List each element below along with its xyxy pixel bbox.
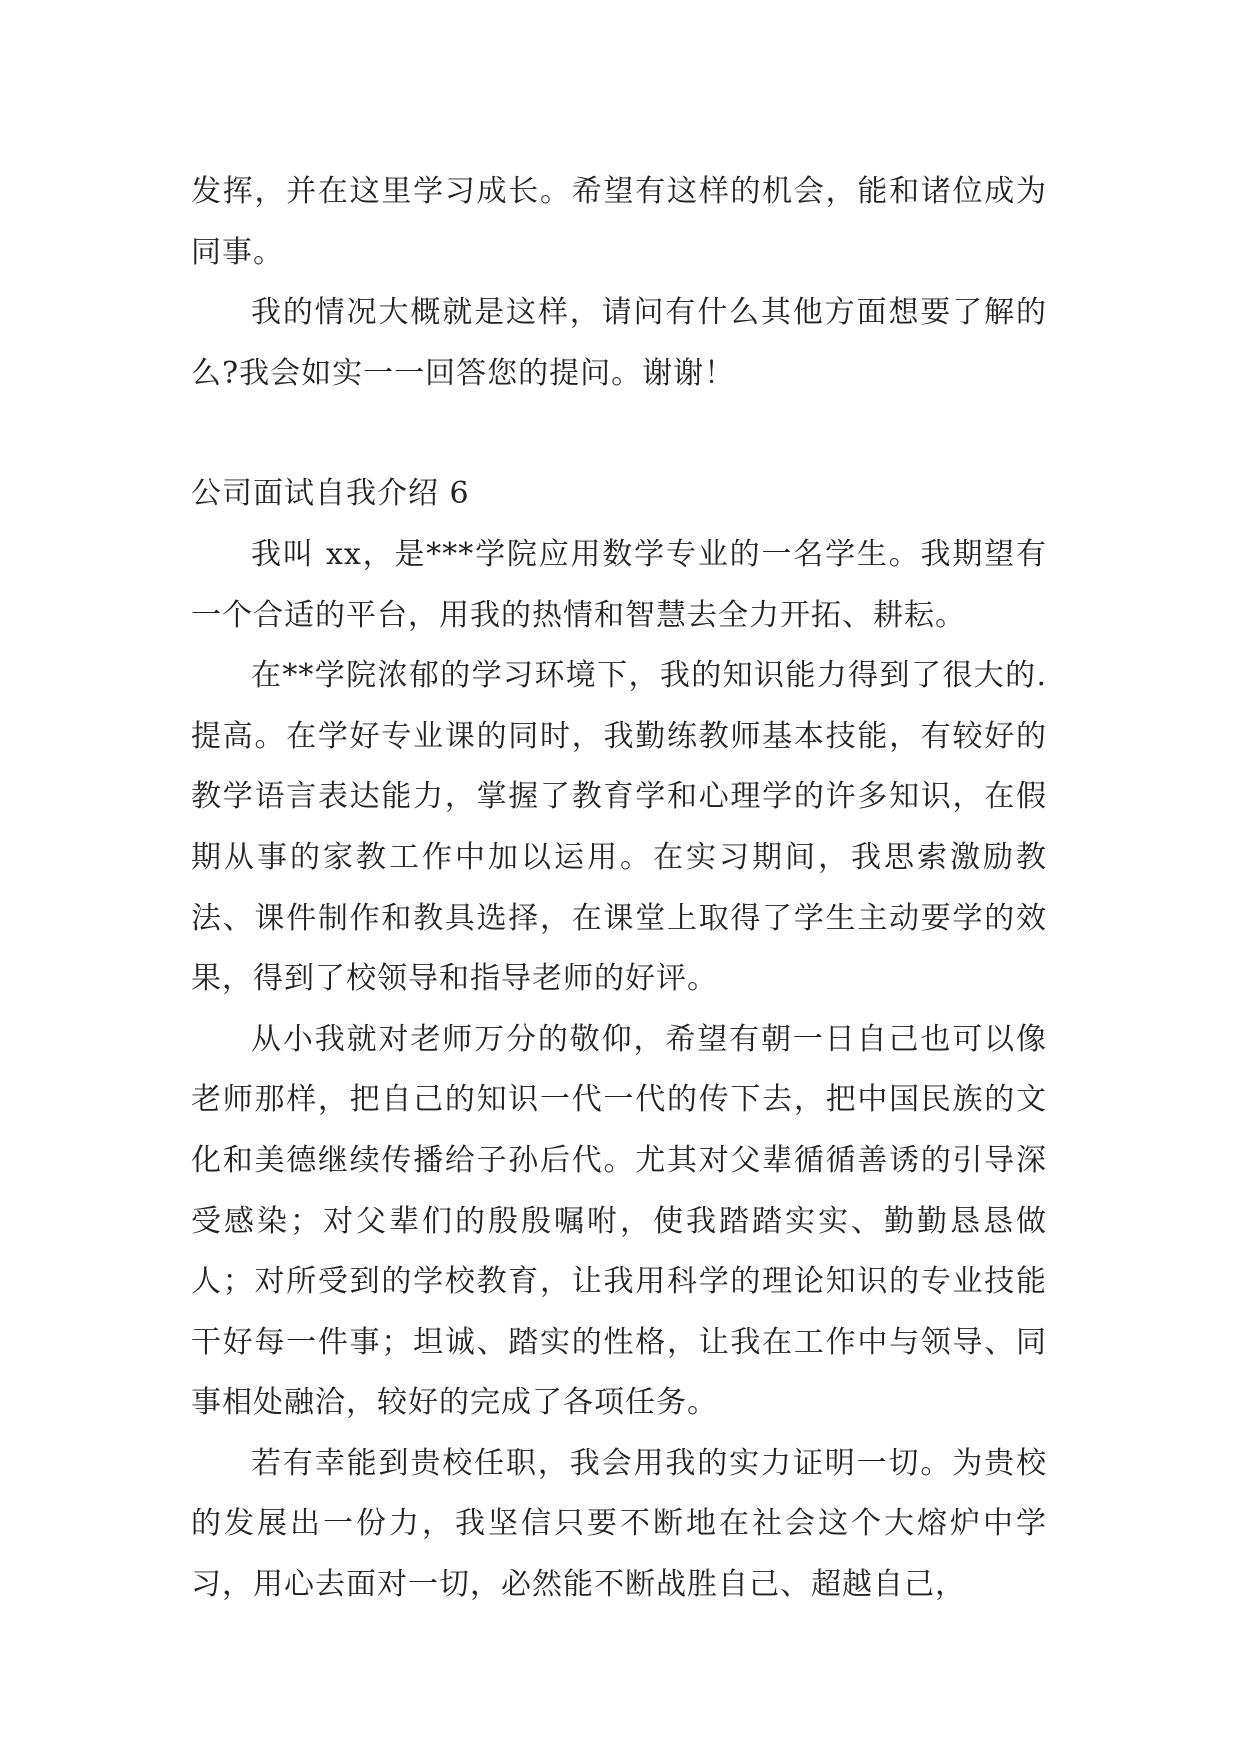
document-body	[191, 162, 1047, 1616]
paragraph-education: 在**学院浓郁的学习环境下，我的知识能力得到了很大的.提高。在学好专业课的同时，我勤练教师基本技能，有较好的教学语言表达能力，掌握了教育学和心理学的许多知识，在假期从事的家教工作中加以运用。在实习期间，我思索激励教法、课件制作和教具选择，在课堂上取得了学生主动要学的效果，得到了校领导和指导老师的好评。	[191, 658, 1047, 997]
paragraph-continuation: 发挥，并在这里学习成长。希望有这样的机会，能和诸位成为同事。	[191, 174, 1047, 270]
paragraph-motivation: 从小我就对老师万分的敬仰，希望有朝一日自己也可以像老师那样，把自己的知识一代一代的传下去，把中国民族的文化和美德继续传播给子孙后代。尤其对父辈循循善诱的引导深受感染；对父辈们的殷殷嘱咐，使我踏踏实实、勤勤恳恳做人；对所受到的学校教育，让我用科学的理论知识的专业技能干好每一件事；坦诚、踏实的性格，让我在工作中与领导、同事相处融洽，较好的完成了各项任务。	[191, 1021, 1047, 1421]
section-heading: 公司面试自我介绍 6	[191, 476, 470, 512]
paragraph-closing: 我的情况大概就是这样，请问有什么其他方面想要了解的么?我会如实一一回答您的提问。谢谢！	[191, 295, 1047, 391]
paragraph-intro: 我叫 xx，是***学院应用数学专业的一名学生。我期望有一个合适的平台，用我的热情和智慧去全力开拓、耕耘。	[191, 536, 1047, 633]
paragraph-commitment: 若有幸能到贵校任职，我会用我的实力证明一切。为贵校的发展出一份力，我坚信只要不断地在社会这个大熔炉中学习，用心去面对一切，必然能不断战胜自己、超越自己，	[191, 1445, 1047, 1603]
